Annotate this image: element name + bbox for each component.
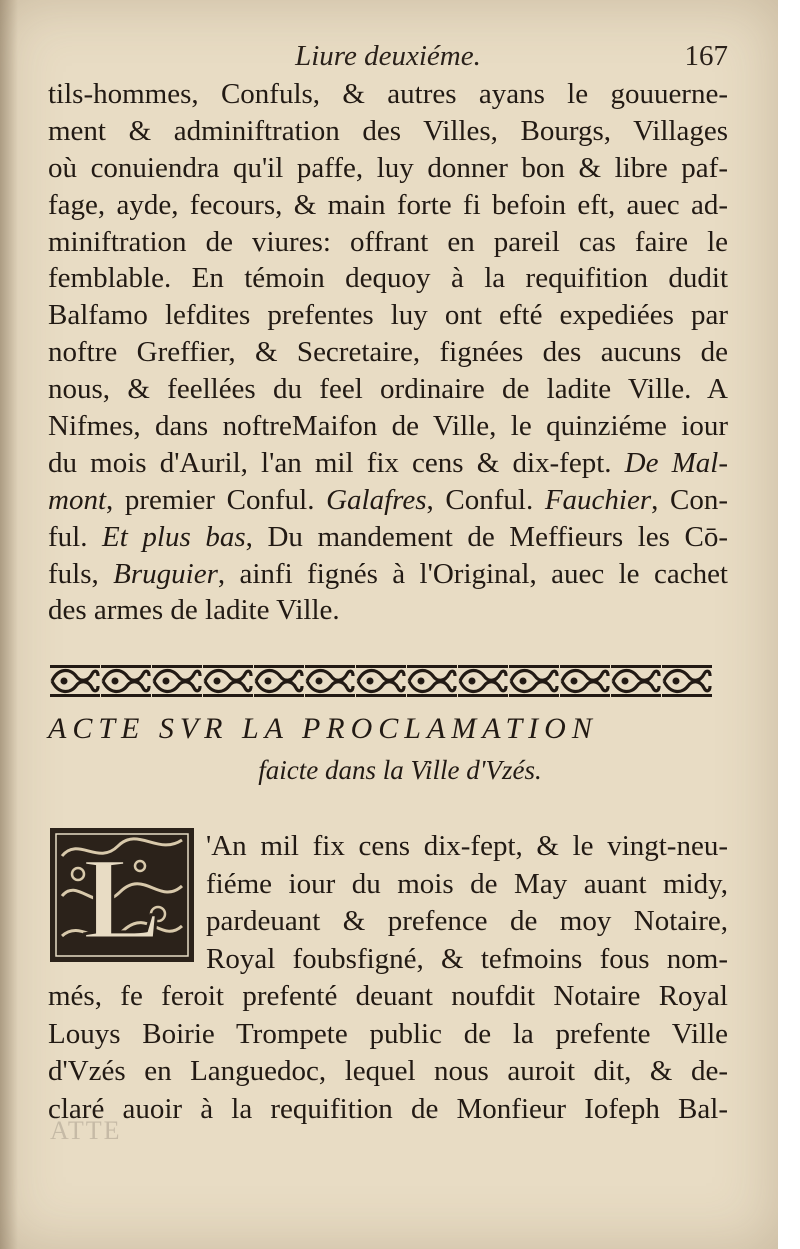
text-run: , Conful. (426, 483, 545, 516)
text-run: , premier Conful. (106, 483, 327, 516)
text-line (48, 482, 728, 519)
text-run: , Con- (651, 483, 728, 516)
text-line: Louys Boirie Trompete public de la prefente Ville (48, 1017, 728, 1050)
ornament-unit (152, 665, 202, 697)
signatory-name: De Mal- (624, 446, 728, 479)
page-number: 167 (684, 40, 728, 72)
text-line: pardeuant & prefence de moy Notaire, (206, 905, 728, 937)
text-line (48, 519, 728, 556)
text-line: miniftration de viures: offrant en pareil cas faire le (48, 225, 728, 258)
text-line: claré auoir à la requifition de Monfieur Iofeph Bal- (48, 1092, 728, 1125)
section-title: ACTE SVR LA PROCLAMATION (48, 712, 598, 745)
section-subtitle: faicte dans la Ville d'Vzés. (258, 755, 542, 785)
ornament-unit (611, 665, 661, 697)
ornament-unit (50, 665, 100, 697)
text-run: fuls, (48, 557, 114, 590)
text-run: du mois d'Auril, l'an mil fix cens & dix-fept. (48, 446, 625, 479)
text-run: , ainfi fignés à l'Original, auec le cachet (217, 557, 728, 590)
dropcap-letter: L (82, 833, 162, 964)
signatory-name: mont (48, 483, 106, 516)
text-line: més, fe feroit prefenté deuant noufdit Notaire Royal (48, 980, 728, 1012)
ornament-unit (560, 665, 610, 697)
ornament-unit (254, 665, 304, 697)
running-head: Liure deuxiéme. (295, 40, 481, 72)
italic-phrase: Et plus bas (102, 520, 246, 553)
text-line: Royal foubsfigné, & tefmoins fous nom- (206, 942, 728, 975)
text-line: fage, ayde, fecours, & main forte fi befoin eft, auec ad- (48, 188, 728, 221)
preceding-text (48, 76, 728, 629)
text-line: fiéme iour du mois de May auant midy, (206, 867, 728, 900)
text-line: nous, & feellées du feel ordinaire de ladite Ville. A (48, 373, 728, 406)
library-stamp: ATTE (50, 1116, 122, 1145)
signatory-name: Fauchier (544, 483, 652, 516)
text-run: ful. (48, 520, 103, 553)
text-line: Balfamo lefdites prefentes luy ont efté expediées par (48, 299, 728, 332)
text-run: , Du mandement de Meffieurs les Cō- (245, 520, 728, 553)
signatory-name: Galafres (326, 483, 427, 516)
text-line: noftre Greffier, & Secretaire, fignées des aucuns de (48, 336, 728, 369)
gutter-shadow (0, 0, 18, 1249)
signatory-name: Bruguier (113, 557, 218, 590)
text-line (48, 445, 728, 482)
ornament-unit (203, 665, 253, 697)
text-line: d'Vzés en Languedoc, lequel nous auroit dit, & de- (48, 1055, 728, 1087)
text-line: Nifmes, dans noftreMaifon de Ville, le quinziéme iour (48, 410, 728, 443)
ornament-unit (101, 665, 151, 697)
text-line: des armes de ladite Ville. (48, 594, 340, 627)
text-line: tils-hommes, Confuls, & autres ayans le gouuerne- (48, 78, 728, 110)
ornament-unit (305, 665, 355, 697)
ornament-unit (407, 665, 457, 697)
ornament-unit (458, 665, 508, 697)
text-line (48, 556, 728, 593)
text-line: femblable. En témoin dequoy à la requifition dudit (48, 262, 728, 295)
text-line: où conuiendra qu'il paffe, luy donner bon & libre paf- (48, 151, 728, 184)
text-line: 'An mil fix cens dix-fept, & le vingt-neu- (206, 830, 728, 862)
ornament-unit (356, 665, 406, 697)
deed-text (48, 828, 728, 1128)
printers-ornament-band (46, 664, 716, 698)
text-line: ment & adminiftration des Villes, Bourgs, Villages (48, 114, 728, 147)
ornament-unit (509, 665, 559, 697)
ornament-unit (662, 665, 712, 697)
